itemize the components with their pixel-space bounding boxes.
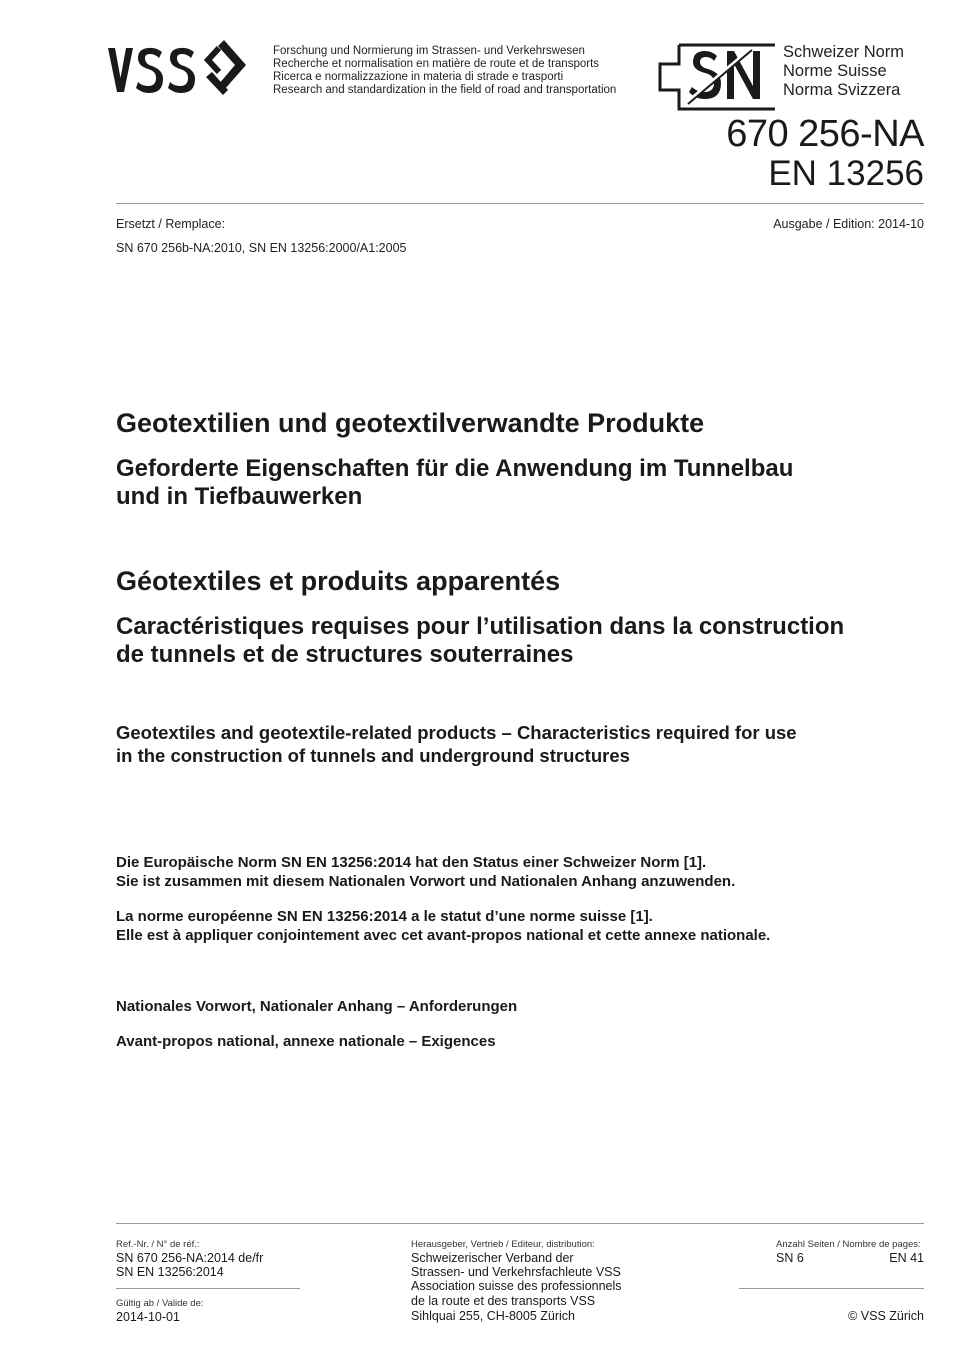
sn-labels — [783, 43, 904, 100]
en-number: EN 13256 — [768, 154, 924, 193]
pages-divider — [739, 1288, 924, 1289]
title-en-line1: Geotextiles and geotextile-related products – Characteristics required for use — [116, 722, 797, 743]
status-fr-line1: La norme européenne SN EN 13256:2014 a le statut d’une norme suisse [1]. — [116, 908, 653, 925]
sn-label-de: Schweizer Norm — [783, 43, 905, 61]
valid-label: Gültig ab / Valide de: — [116, 1298, 204, 1309]
vss-tagline-it: Ricerca e normalizzazione in materia di strade e trasporti — [273, 71, 564, 83]
title-en-line2: in the construction of tunnels and underground structures — [116, 745, 630, 766]
ref-value-1: SN 670 256-NA:2014 de/fr — [116, 1251, 264, 1265]
edition: Ausgabe / Edition: 2014-10 — [773, 217, 924, 231]
publisher-line-3: Association suisse des professionnels — [411, 1279, 622, 1293]
ref-value-2: SN EN 13256:2014 — [116, 1265, 224, 1279]
header-divider — [116, 203, 924, 204]
status-de-line1: Die Europäische Norm SN EN 13256:2014 hat den Status einer Schweizer Norm [1]. — [116, 854, 707, 871]
pages-sn: SN 6 — [776, 1251, 804, 1265]
sn-swiss-norm-logo — [657, 42, 777, 114]
status-fr-line2: Elle est à appliquer conjointement avec cet avant-propos national et cette annexe nationale. — [116, 927, 771, 944]
sn-label-fr: Norme Suisse — [783, 62, 887, 80]
vss-taglines — [273, 45, 616, 97]
contents-de: Nationales Vorwort, Nationaler Anhang – Anforderungen — [116, 998, 518, 1015]
copyright: © VSS Zürich — [848, 1309, 924, 1323]
ref-divider — [116, 1288, 300, 1289]
publisher-line-2: Strassen- und Verkehrsfachleute VSS — [411, 1265, 621, 1279]
status-de-line2: Sie ist zusammen mit diesem Nationalen Vorwort und Nationalen Anhang anzuwenden. — [116, 873, 736, 890]
subtitle-de-line1: Geforderte Eigenschaften für die Anwendung im Tunnelbau — [116, 455, 794, 482]
ref-label: Ref.-Nr. / N° de réf.: — [116, 1239, 200, 1250]
standard-number: 670 256-NA — [726, 113, 924, 155]
subtitle-fr-line1: Caractéristiques requises pour l’utilisation dans la construction — [116, 613, 845, 640]
vss-logo — [106, 38, 266, 100]
subtitle-fr-line2: de tunnels et de structures souterraines — [116, 641, 574, 668]
vss-tagline-de: Forschung und Normierung im Strassen- und Verkehrswesen — [273, 45, 585, 57]
title-fr: Géotextiles et produits apparentés — [116, 566, 561, 596]
replaces-value: SN 670 256b-NA:2010, SN EN 13256:2000/A1:2005 — [116, 241, 407, 255]
vss-tagline-fr: Recherche et normalisation en matière de route et de transports — [273, 58, 600, 70]
replaces-label: Ersetzt / Remplace: — [116, 217, 226, 231]
vss-tagline-en: Research and standardization in the field of road and transportation — [273, 84, 617, 96]
footer-divider — [116, 1223, 924, 1224]
subtitle-de-line2: und in Tiefbauwerken — [116, 483, 363, 510]
publisher-line-1: Schweizerischer Verband der — [411, 1251, 574, 1265]
publisher-line-5: Sihlquai 255, CH-8005 Zürich — [411, 1309, 575, 1323]
publisher-label: Herausgeber, Vertrieb / Editeur, distribution: — [411, 1239, 595, 1250]
pages-en: EN 41 — [889, 1251, 924, 1265]
pages-label: Anzahl Seiten / Nombre de pages: — [776, 1239, 921, 1250]
contents-fr: Avant-propos national, annexe nationale – Exigences — [116, 1033, 496, 1050]
title-de: Geotextilien und geotextilverwandte Produkte — [116, 408, 705, 438]
publisher-line-4: de la route et des transports VSS — [411, 1294, 596, 1308]
sn-label-it: Norma Svizzera — [783, 81, 901, 99]
valid-value: 2014-10-01 — [116, 1310, 180, 1324]
